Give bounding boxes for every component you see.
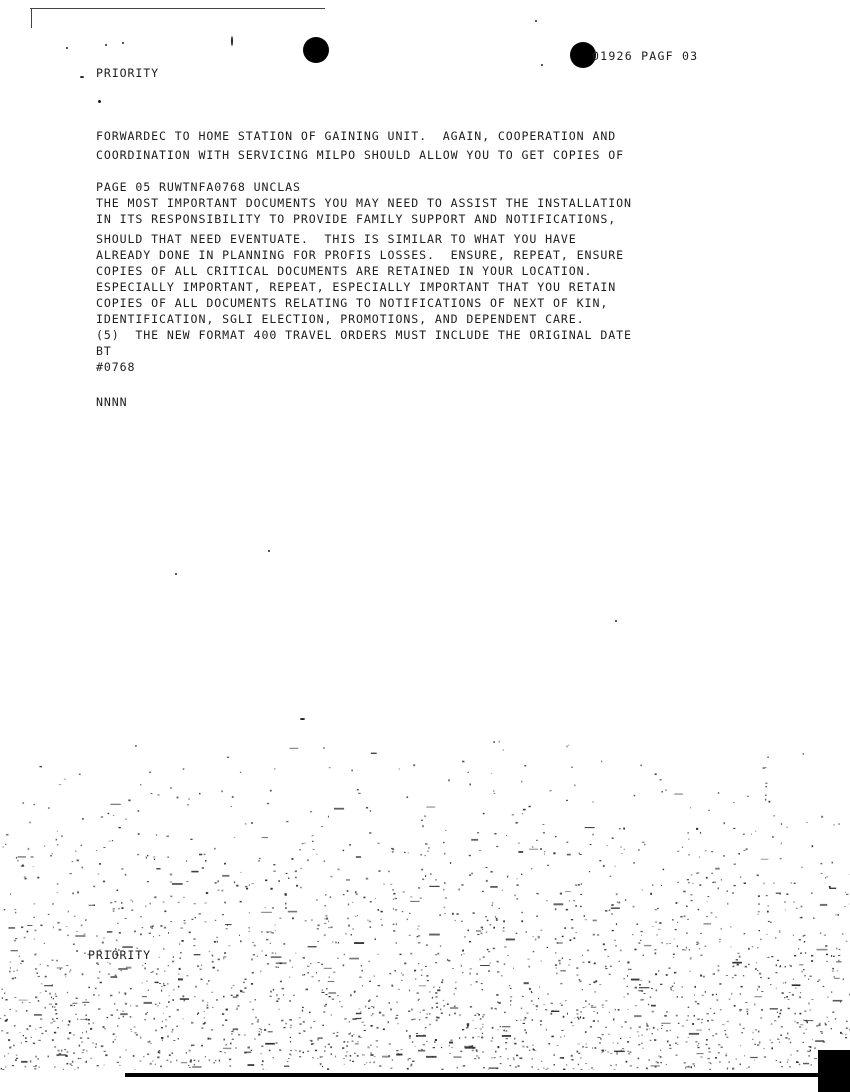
message-number: #0768 [96, 360, 136, 374]
speck [66, 47, 68, 49]
page-number: 01926 PAGF 03 [592, 49, 699, 63]
body-line: THE MOST IMPORTANT DOCUMENTS YOU MAY NEED TO ASSIST THE INSTALLATION [96, 196, 632, 210]
body-line: ALREADY DONE IN PLANNING FOR PROFIS LOSSES. ENSURE, REPEAT, ENSURE [96, 248, 624, 262]
priority-header: PRIORITY [96, 66, 160, 80]
punch-hole-left [303, 37, 329, 63]
body-line: (5) THE NEW FORMAT 400 TRAVEL ORDERS MUST INCLUDE THE ORIGINAL DATE [96, 328, 632, 342]
speck [175, 573, 177, 575]
end-marker: NNNN [96, 395, 128, 409]
break-marker: BT [96, 344, 112, 358]
bottom-rule [125, 1073, 825, 1077]
speck [268, 550, 270, 552]
top-corner-rule [31, 8, 32, 28]
body-line: COPIES OF ALL CRITICAL DOCUMENTS ARE RETAINED IN YOUR LOCATION. [96, 264, 593, 278]
body-line: SHOULD THAT NEED EVENTUATE. THIS IS SIMILAR TO WHAT YOU HAVE [96, 232, 577, 246]
body-line: IDENTIFICATION, SGLI ELECTION, PROMOTIONS, AND DEPENDENT CARE. [96, 312, 585, 326]
speck [300, 718, 305, 720]
speck [80, 76, 84, 78]
speck [98, 100, 101, 103]
speck [105, 44, 107, 46]
body-line: FORWARDEC TO HOME STATION OF GAINING UNIT. AGAIN, COOPERATION AND [96, 129, 617, 143]
speck [615, 620, 617, 622]
priority-footer: PRIORITY [88, 948, 152, 962]
speck [231, 36, 233, 46]
page-heading: PAGE 05 RUWTNFA0768 UNCLAS [96, 180, 301, 194]
body-line: ESPECIALLY IMPORTANT, REPEAT, ESPECIALLY IMPORTANT THAT YOU RETAIN [96, 280, 617, 294]
speck [535, 20, 537, 22]
speck [541, 64, 543, 66]
top-rule [30, 8, 325, 9]
scan-noise [0, 740, 850, 1070]
body-line: IN ITS RESPONSIBILITY TO PROVIDE FAMILY SUPPORT AND NOTIFICATIONS, [96, 212, 617, 226]
speck [122, 42, 124, 44]
body-line: COORDINATION WITH SERVICING MILPO SHOULD ALLOW YOU TO GET COPIES OF [96, 148, 624, 162]
body-line: COPIES OF ALL DOCUMENTS RELATING TO NOTIFICATIONS OF NEXT OF KIN, [96, 296, 609, 310]
bottom-corner-bar [818, 1050, 850, 1092]
